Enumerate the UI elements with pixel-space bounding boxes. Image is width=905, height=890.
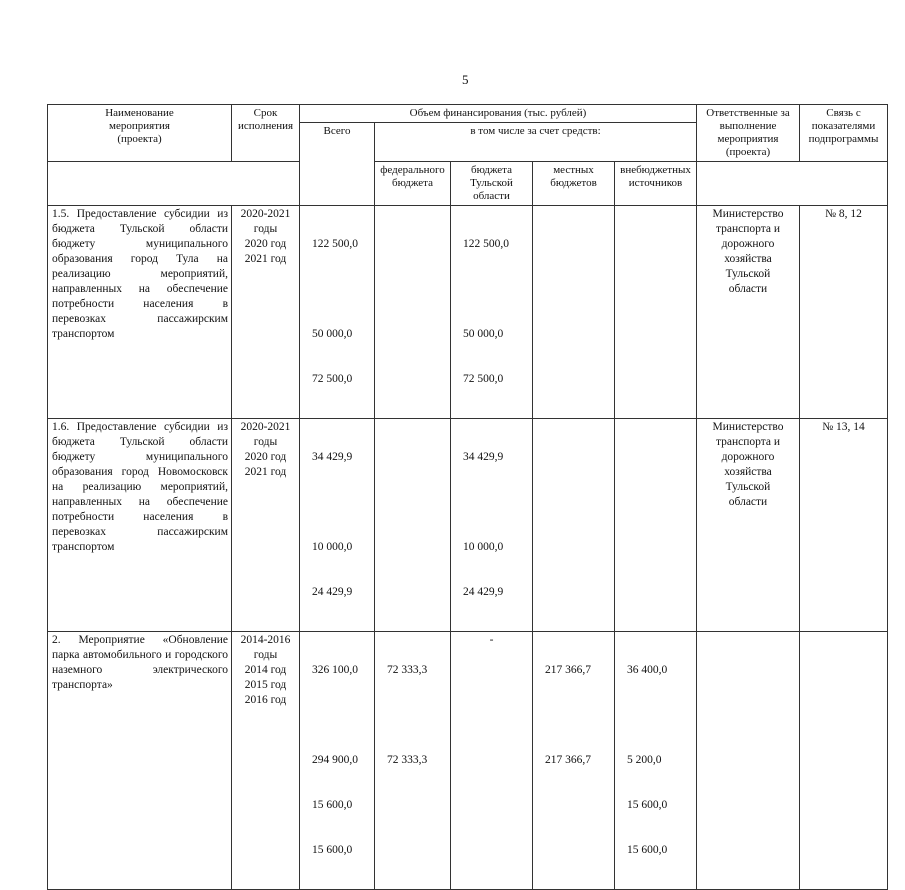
row-total: 122 500,0 50 000,0 72 500,0 — [300, 206, 375, 419]
header-link: Связь с показателями подпрограммы — [800, 105, 888, 162]
header-spacer — [48, 162, 300, 206]
header-including: в том числе за счет средств: — [375, 123, 697, 162]
row-regional: 34 429,9 10 000,0 24 429,9 — [451, 419, 533, 632]
row-federal — [375, 419, 451, 632]
row-extra — [615, 206, 697, 419]
header-regional: бюджета Тульской области — [451, 162, 533, 206]
header-financing: Объем финансирования (тыс. рублей) — [300, 105, 697, 123]
row-extra — [615, 419, 697, 632]
header-federal: федерального бюджета — [375, 162, 451, 206]
row-federal — [375, 206, 451, 419]
row-responsible: Министерство транспорта и дорожного хозяйства Тульской области — [697, 419, 800, 632]
table-row — [48, 419, 888, 632]
header-row-3 — [48, 162, 888, 206]
row-local — [533, 419, 615, 632]
row-regional: 122 500,0 50 000,0 72 500,0 — [451, 206, 533, 419]
header-spacer-right — [697, 162, 888, 206]
row-link — [800, 632, 888, 890]
header-name: Наименование мероприятия (проекта) — [48, 105, 232, 162]
row-term: 2014-2016 годы 2014 год 2015 год 2016 год — [232, 632, 300, 890]
row-term: 2020-2021 годы 2020 год 2021 год — [232, 206, 300, 419]
row-federal: 72 333,3 72 333,3 — [375, 632, 451, 890]
header-extra: внебюджетных источников — [615, 162, 697, 206]
row-term: 2020-2021 годы 2020 год 2021 год — [232, 419, 300, 632]
table-row — [48, 206, 888, 419]
row-responsible: Министерство транспорта и дорожного хозяйства Тульской области — [697, 206, 800, 419]
header-row-1 — [48, 105, 888, 123]
row-local: 217 366,7 217 366,7 — [533, 632, 615, 890]
row-total: 326 100,0 294 900,0 15 600,0 15 600,0 — [300, 632, 375, 890]
financing-table — [47, 104, 888, 890]
row-link: № 13, 14 — [800, 419, 888, 632]
row-regional: - — [451, 632, 533, 890]
header-local: местных бюджетов — [533, 162, 615, 206]
row-name: 1.6. Предоставление субсидии из бюджета Тульской области бюджету муниципального образования город Новомосковск на реализацию мероприятий, направленных на обеспечение потребности населения в перевозках пассажирским транспортом — [48, 419, 232, 632]
row-local — [533, 206, 615, 419]
header-total: Всего — [300, 123, 375, 206]
row-extra: 36 400,0 5 200,0 15 600,0 15 600,0 — [615, 632, 697, 890]
header-responsible: Ответственные за выполнение мероприятия (проекта) — [697, 105, 800, 162]
table-row — [48, 632, 888, 890]
row-responsible — [697, 632, 800, 890]
row-name: 2. Мероприятие «Обновление парка автомобильного и городского наземного электрического транспорта» — [48, 632, 232, 890]
row-total: 34 429,9 10 000,0 24 429,9 — [300, 419, 375, 632]
header-term: Срок исполнения — [232, 105, 300, 162]
row-name: 1.5. Предоставление субсидии из бюджета Тульской области бюджету муниципального образования город Тула на реализацию мероприятий, направленных на обеспечение потребности населения в перевозках пассажирским транспортом — [48, 206, 232, 419]
row-link: № 8, 12 — [800, 206, 888, 419]
page-number: 5 — [462, 72, 469, 87]
